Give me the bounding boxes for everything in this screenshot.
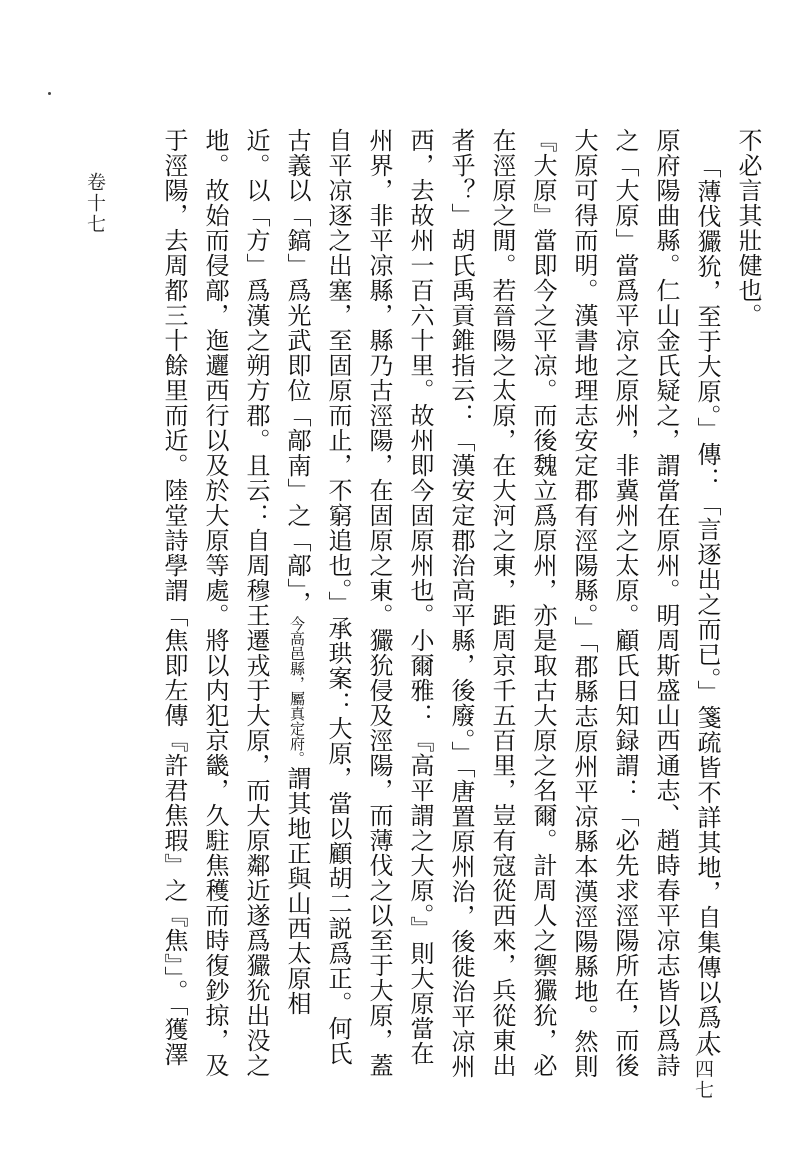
text-column-13: 近。以「方」爲漢之朔方郡。且云：自周穆王遷戎于大原，而大原鄰近遂爲玁狁出没之 <box>242 128 270 1078</box>
text-column-12 <box>276 128 317 1103</box>
text-column-6: 『大原』當即今之平凉。而後魏立爲原州，亦是取古大原之名爾。計周人之禦玁狁，必 <box>529 128 557 1078</box>
column-12-main: 古義以「鎬」爲光武即位「鄗南」之「鄗」， <box>283 128 311 616</box>
text-column-1: 不必言其壯健也。 <box>734 128 762 328</box>
text-column-5: 大原可得而明。漢書地理志安定郡有涇陽縣。」「郡縣志原州平凉縣本漢涇陽縣地。然則 <box>570 128 598 1079</box>
text-column-15: 于涇陽，去周都三十餘里而近。陸堂詩學謂「焦即左傳『許君焦瑕』之『焦』」。「獲澤 <box>160 128 188 1067</box>
text-column-9: 西，去故州一百六十里。故州即今固原州也。小爾雅：『高平謂之大原。』則大原當在 <box>406 128 434 1066</box>
text-column-11: 自平凉逐之出塞，至固原而止，不窮追也。」承珙案：大原，當以顧胡二説爲正。何氏 <box>324 128 352 1066</box>
speck-mark <box>48 92 51 95</box>
text-column-7: 在涇原之閒。若晉陽之太原，在大河之東，距周京千五百里，豈有寇從西來，兵從東出 <box>488 128 516 1078</box>
running-head: 卷十七 <box>84 172 106 235</box>
text-column-2: 「薄伐玁狁，至于大原。」傳：「言逐出之而已。」箋疏皆不詳其地，自集傳以爲太 <box>693 154 721 1055</box>
text-column-10: 州界，非平凉縣，縣乃古涇陽，在固原之東。玁狁侵及涇陽，而薄伐之以至于大原，蓋 <box>365 128 393 1078</box>
text-column-4: 之「大原」當爲平凉之原州，非冀州之太原。顧氏日知録謂：「必先求涇陽所在，而後 <box>611 128 639 1078</box>
page-number: 八四七 <box>692 1038 714 1101</box>
main-text <box>98 128 768 1103</box>
text-column-3: 原府陽曲縣。仁山金氏疑之，謂當在原州。明周斯盛山西通志、趙時春平凉志皆以爲詩 <box>652 128 680 1078</box>
column-12-rest: 謂其地正與山西太原相 <box>283 766 311 1016</box>
text-column-8: 者乎？」胡氏禹貢錐指云：「漢安定郡治高平縣，後廢。」「唐置原州治，後徙治平凉州 <box>447 128 475 1079</box>
inline-note: 今高邑縣，屬真定府。 <box>288 616 306 766</box>
text-column-14: 地。故始而侵鄗，迤邐西行以及於大原等處。將以内犯京畿，久駐焦穫而時復鈔掠，及 <box>201 128 229 1078</box>
